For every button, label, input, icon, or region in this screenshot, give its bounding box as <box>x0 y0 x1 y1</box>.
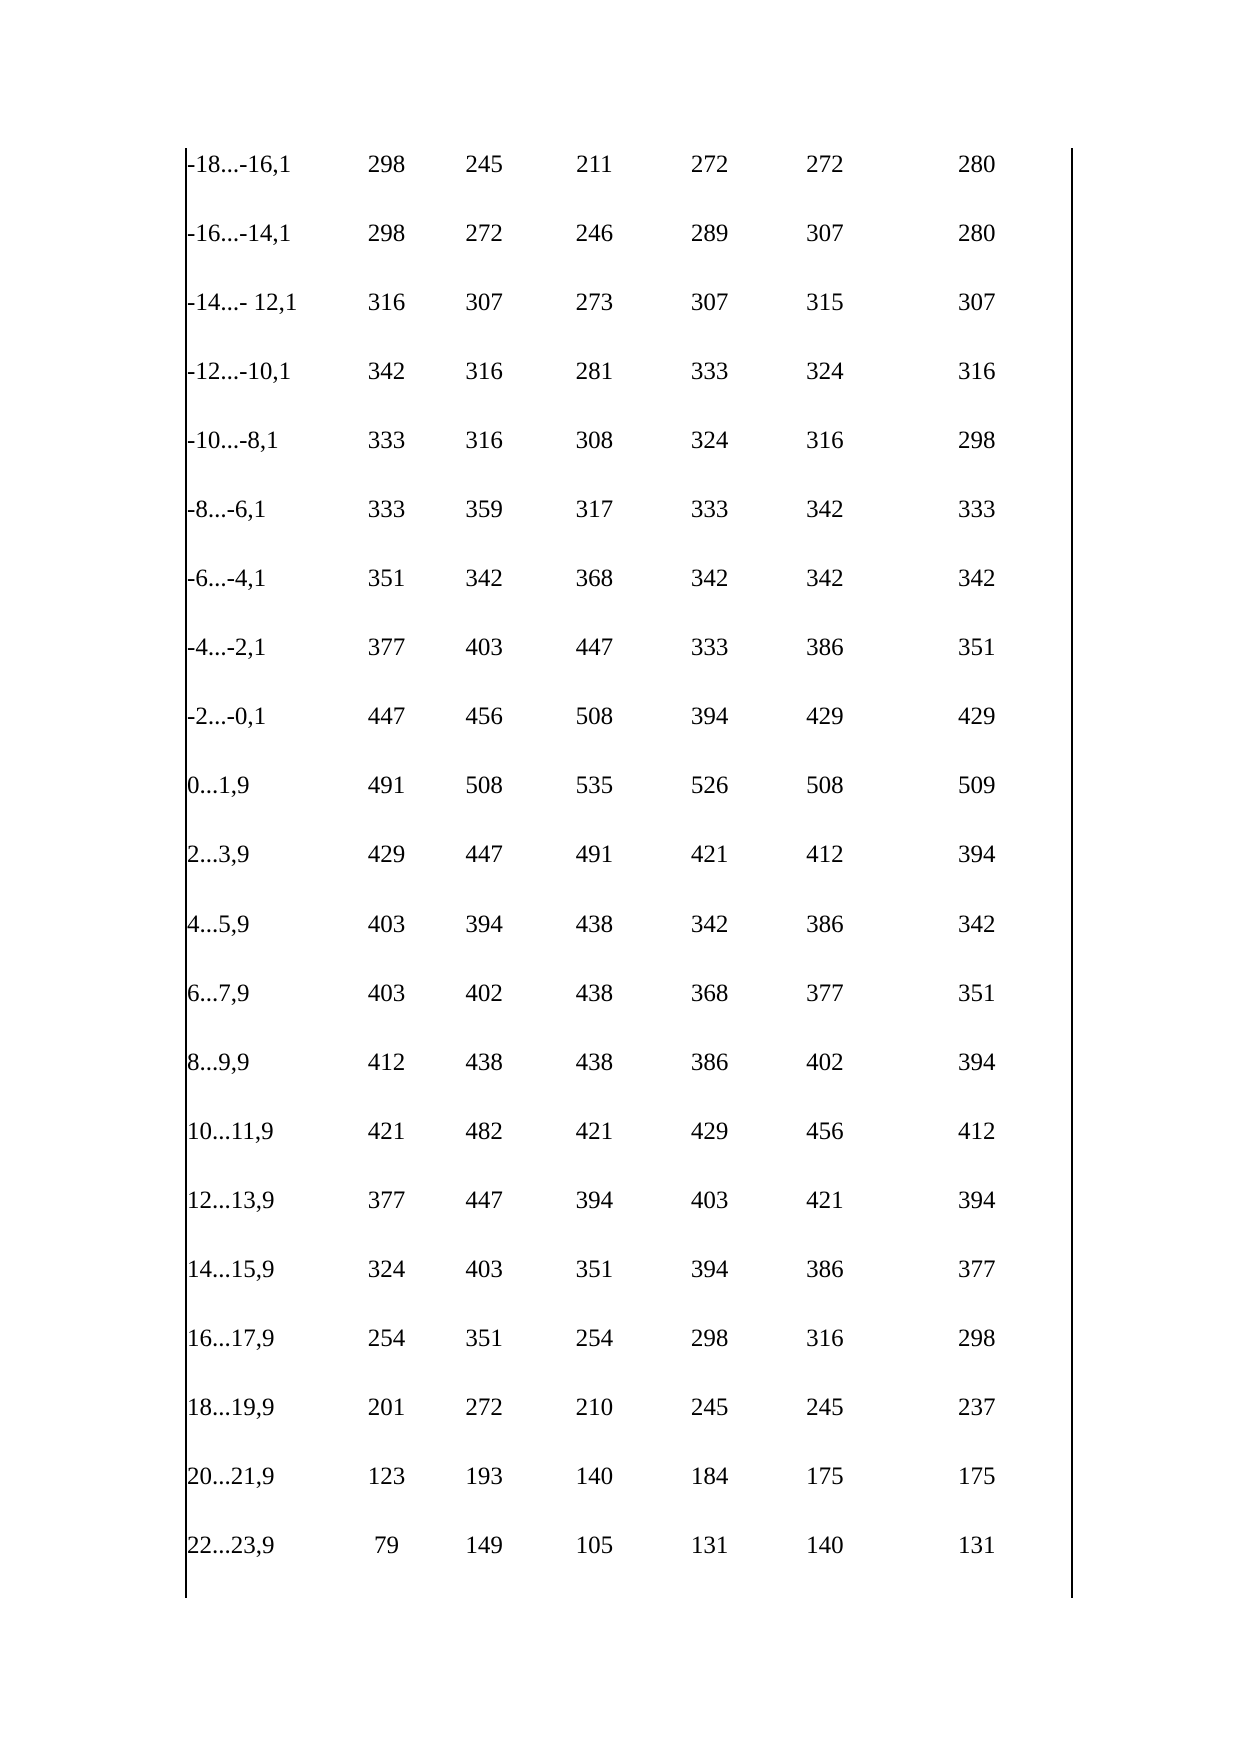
value-cell: 298 <box>367 220 406 248</box>
value-cell: 342 <box>806 496 844 524</box>
value-cell: 289 <box>690 220 729 248</box>
value-cell: 377 <box>958 1255 996 1283</box>
value-cell: 438 <box>575 1048 614 1076</box>
row-range-cell: 10...11,9 <box>187 1117 274 1145</box>
row-range-cell: 20...21,9 <box>187 1462 275 1490</box>
row-range-cell: -14...- 12,1 <box>187 289 298 317</box>
value-cell: 386 <box>690 1048 729 1076</box>
value-cell: 412 <box>958 1117 996 1145</box>
value-cell: 482 <box>465 1117 503 1145</box>
value-cell: 316 <box>806 427 844 455</box>
value-cell: 298 <box>690 1324 729 1352</box>
value-cell: 246 <box>575 220 614 248</box>
value-cell: 421 <box>690 841 729 869</box>
value-cell: 447 <box>367 703 406 731</box>
value-cell: 377 <box>367 1186 406 1214</box>
value-cell: 342 <box>958 910 996 938</box>
table-row <box>186 838 1072 907</box>
value-cell: 394 <box>690 1255 729 1283</box>
row-range-cell: 6...7,9 <box>187 979 250 1007</box>
value-cell: 456 <box>806 1117 844 1145</box>
value-cell: 386 <box>806 910 844 938</box>
value-cell: 298 <box>958 1324 996 1352</box>
table-row <box>186 1322 1072 1391</box>
value-cell: 298 <box>958 427 996 455</box>
value-cell: 210 <box>575 1393 614 1421</box>
value-cell: 280 <box>958 220 996 248</box>
value-cell: 272 <box>465 220 503 248</box>
row-range-cell: -18...-16,1 <box>187 151 292 178</box>
row-range-cell: 8...9,9 <box>187 1048 250 1076</box>
value-cell: 342 <box>690 910 729 938</box>
value-cell: 254 <box>575 1324 614 1352</box>
value-cell: 526 <box>690 772 729 800</box>
value-cell: 394 <box>958 841 996 869</box>
value-cell: 79 <box>373 1531 399 1559</box>
table-row <box>186 977 1072 1046</box>
value-cell: 140 <box>806 1531 844 1559</box>
value-cell: 403 <box>367 979 406 1007</box>
value-cell: 316 <box>367 289 406 317</box>
value-cell: 342 <box>367 358 406 386</box>
value-cell: 447 <box>465 1186 503 1214</box>
value-cell: 333 <box>690 358 729 386</box>
value-cell: 368 <box>575 565 614 593</box>
value-cell: 272 <box>465 1393 503 1421</box>
value-cell: 429 <box>690 1117 729 1145</box>
value-cell: 351 <box>465 1324 503 1352</box>
table-row <box>186 493 1072 562</box>
value-cell: 402 <box>806 1048 844 1076</box>
value-cell: 315 <box>806 289 844 317</box>
row-range-cell: 14...15,9 <box>187 1255 275 1283</box>
value-cell: 272 <box>690 151 729 178</box>
value-cell: 508 <box>575 703 614 731</box>
row-range-cell: -6...-4,1 <box>187 565 267 593</box>
value-cell: 316 <box>465 358 503 386</box>
value-cell: 509 <box>958 772 996 800</box>
value-cell: 386 <box>806 1255 844 1283</box>
value-cell: 316 <box>806 1324 844 1352</box>
table-row <box>186 1529 1072 1598</box>
value-cell: 333 <box>690 496 729 524</box>
value-cell: 377 <box>367 634 406 662</box>
value-cell: 368 <box>690 979 729 1007</box>
value-cell: 402 <box>465 979 503 1007</box>
value-cell: 377 <box>806 979 844 1007</box>
row-range-cell: 16...17,9 <box>187 1324 275 1352</box>
value-cell: 324 <box>690 427 729 455</box>
row-range-cell: -16...-14,1 <box>187 220 292 248</box>
value-cell: 245 <box>465 151 503 178</box>
value-cell: 298 <box>367 151 406 178</box>
value-cell: 429 <box>958 703 996 731</box>
value-cell: 351 <box>958 979 996 1007</box>
value-cell: 403 <box>367 910 406 938</box>
value-cell: 184 <box>690 1462 729 1490</box>
value-cell: 394 <box>958 1186 996 1214</box>
value-cell: 491 <box>575 841 614 869</box>
value-cell: 308 <box>575 427 614 455</box>
row-range-cell: 18...19,9 <box>187 1393 275 1421</box>
row-range-cell: -12...-10,1 <box>187 358 292 386</box>
table-row <box>186 908 1072 977</box>
value-cell: 245 <box>806 1393 844 1421</box>
value-cell: 412 <box>367 1048 406 1076</box>
value-cell: 307 <box>465 289 503 317</box>
value-cell: 342 <box>465 565 503 593</box>
value-cell: 333 <box>367 496 406 524</box>
value-cell: 316 <box>958 358 996 386</box>
value-cell: 421 <box>367 1117 406 1145</box>
value-cell: 438 <box>575 910 614 938</box>
table-body <box>186 148 1072 1598</box>
value-cell: 105 <box>575 1531 614 1559</box>
value-cell: 438 <box>575 979 614 1007</box>
value-cell: 140 <box>575 1462 614 1490</box>
row-range-cell: 22...23,9 <box>187 1531 275 1559</box>
value-cell: 508 <box>465 772 503 800</box>
table-row <box>186 148 1072 217</box>
value-cell: 342 <box>958 565 996 593</box>
value-cell: 351 <box>367 565 406 593</box>
value-cell: 175 <box>806 1462 844 1490</box>
value-cell: 394 <box>958 1048 996 1076</box>
value-cell: 281 <box>575 358 614 386</box>
value-cell: 351 <box>958 634 996 662</box>
table-row <box>186 562 1072 631</box>
value-cell: 245 <box>690 1393 729 1421</box>
table-row <box>186 1184 1072 1253</box>
table-row <box>186 1460 1072 1529</box>
value-cell: 351 <box>575 1255 614 1283</box>
value-cell: 403 <box>690 1186 729 1214</box>
table-row <box>186 1391 1072 1460</box>
value-cell: 447 <box>575 634 614 662</box>
value-cell: 193 <box>465 1462 503 1490</box>
value-cell: 447 <box>465 841 503 869</box>
value-cell: 175 <box>958 1462 996 1490</box>
value-cell: 211 <box>576 151 613 178</box>
value-cell: 438 <box>465 1048 503 1076</box>
value-cell: 403 <box>465 634 503 662</box>
value-cell: 273 <box>575 289 614 317</box>
value-cell: 429 <box>806 703 844 731</box>
value-cell: 535 <box>575 772 614 800</box>
table-row <box>186 286 1072 355</box>
value-cell: 394 <box>690 703 729 731</box>
value-cell: 272 <box>806 151 844 178</box>
value-cell: 403 <box>465 1255 503 1283</box>
row-range-cell: -10...-8,1 <box>187 427 279 455</box>
value-cell: 333 <box>958 496 996 524</box>
table-row <box>186 1253 1072 1322</box>
value-cell: 491 <box>367 772 406 800</box>
value-cell: 394 <box>575 1186 614 1214</box>
value-cell: 131 <box>690 1531 729 1559</box>
table-row <box>186 1115 1072 1184</box>
value-cell: 421 <box>575 1117 614 1145</box>
table-row <box>186 769 1072 838</box>
table-row <box>186 700 1072 769</box>
value-cell: 342 <box>806 565 844 593</box>
data-table <box>185 148 1073 1598</box>
value-cell: 324 <box>367 1255 406 1283</box>
value-cell: 412 <box>806 841 844 869</box>
table-row <box>186 355 1072 424</box>
value-cell: 333 <box>367 427 406 455</box>
value-cell: 394 <box>465 910 503 938</box>
value-cell: 342 <box>690 565 729 593</box>
table-row <box>186 424 1072 493</box>
value-cell: 307 <box>690 289 729 317</box>
value-cell: 421 <box>806 1186 844 1214</box>
value-cell: 456 <box>465 703 503 731</box>
row-range-cell: 0...1,9 <box>187 772 250 800</box>
value-cell: 316 <box>465 427 503 455</box>
value-cell: 237 <box>958 1393 996 1421</box>
table-row <box>186 631 1072 700</box>
row-range-cell: 12...13,9 <box>187 1186 275 1214</box>
row-range-cell: 4...5,9 <box>187 910 250 938</box>
row-range-cell: -2...-0,1 <box>187 703 267 731</box>
value-cell: 359 <box>465 496 503 524</box>
value-cell: 317 <box>575 496 614 524</box>
value-cell: 307 <box>958 289 996 317</box>
value-cell: 508 <box>806 772 844 800</box>
value-cell: 324 <box>806 358 844 386</box>
row-range-cell: -8...-6,1 <box>187 496 267 524</box>
value-cell: 201 <box>367 1393 406 1421</box>
value-cell: 254 <box>367 1324 406 1352</box>
value-cell: 386 <box>806 634 844 662</box>
table-row <box>186 1046 1072 1115</box>
row-range-cell: -4...-2,1 <box>187 634 267 662</box>
value-cell: 131 <box>958 1531 996 1559</box>
value-cell: 149 <box>465 1531 503 1559</box>
value-cell: 307 <box>806 220 844 248</box>
table-row <box>186 217 1072 286</box>
value-cell: 429 <box>367 841 406 869</box>
value-cell: 333 <box>690 634 729 662</box>
value-cell: 123 <box>367 1462 406 1490</box>
row-range-cell: 2...3,9 <box>187 841 250 869</box>
value-cell: 280 <box>958 151 996 178</box>
